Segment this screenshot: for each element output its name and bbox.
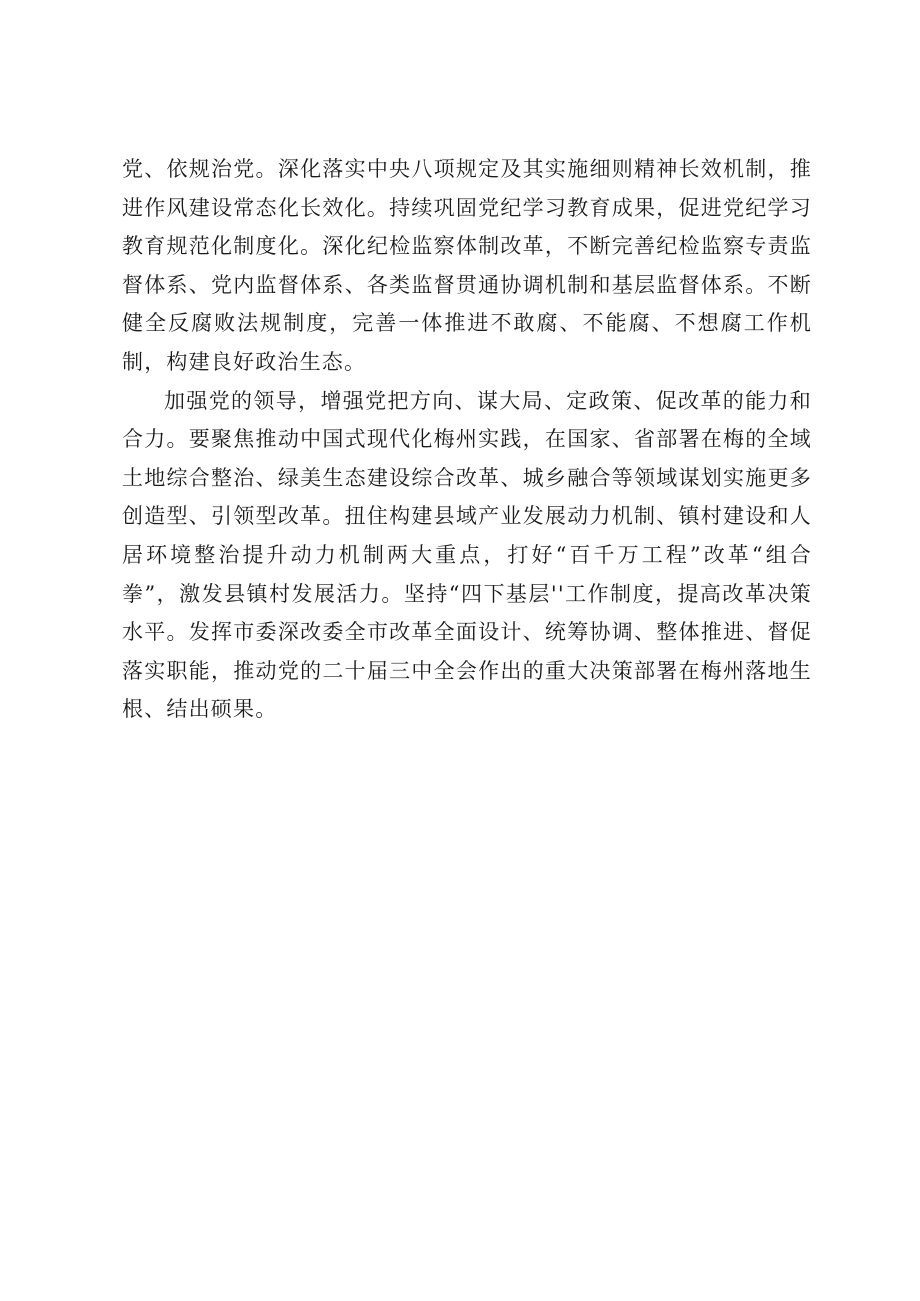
document-body bbox=[122, 150, 812, 729]
paragraph-continued: 党、依规治党。深化落实中央八项规定及其实施细则精神长效机制，推进作风建设常态化长效化。持续巩固党纪学习教育成果，促进党纪学习教育规范化制度化。深化纪检监察体制改革，不断完善纪检监察专责监督体系、党内监督体系、各类监督贯通协调机制和基层监督体系。不断健全反腐败法规制度，完善一体推进不敢腐、不能腐、不想腐工作机制，构建良好政治生态。 bbox=[122, 157, 812, 374]
paragraph-party-leadership: 加强党的领导，增强党把方向、谋大局、定政策、促改革的能力和合力。要聚焦推动中国式现代化梅州实践，在国家、省部署在梅的全域土地综合整治、绿美生态建设综合改革、城乡融合等领域谋划实施更多创造型、引领型改革。扭住构建县域产业发展动力机制、镇村建设和人居环境整治提升动力机制两大重点，打好“百千万工程”改革“组合拳”，激发县镇村发展活力。坚持“四下基层''工作制度，提高改革决策水平。发挥市委深改委全市改革全面设计、统筹协调、整体推进、督促落实职能，推动党的二十届三中全会作出的重大决策部署在梅州落地生根、结出硕果。 bbox=[122, 388, 812, 722]
